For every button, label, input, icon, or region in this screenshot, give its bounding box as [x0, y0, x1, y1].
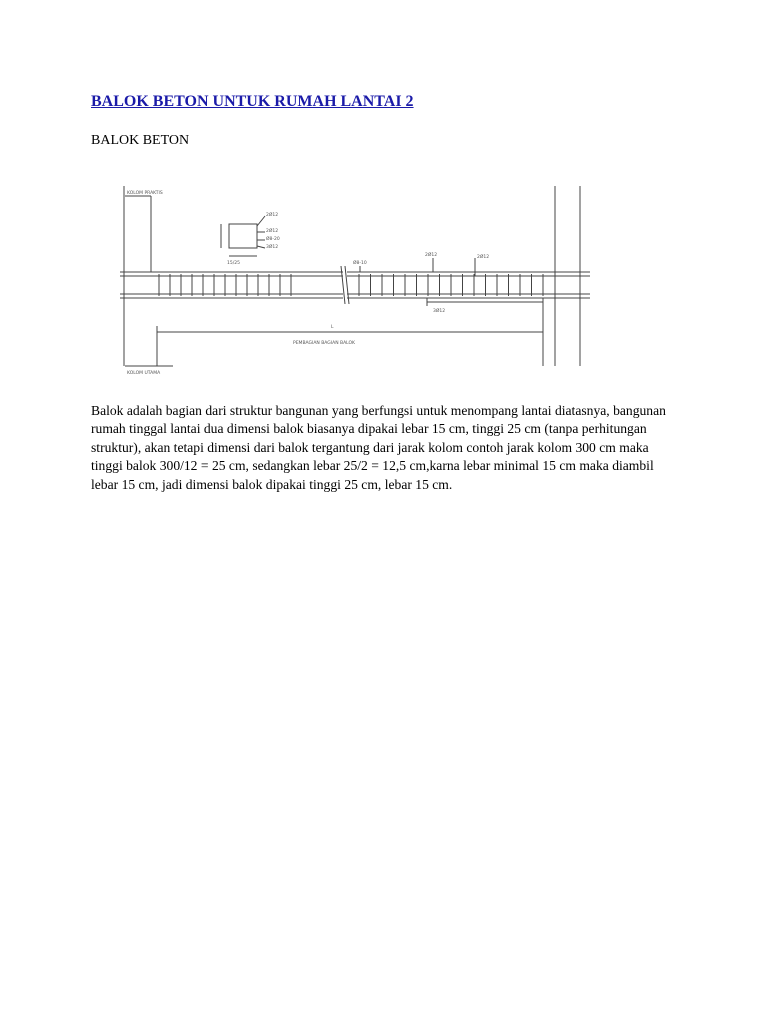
leader-line — [257, 246, 265, 248]
label-span: L — [331, 325, 334, 330]
beam-section-outline — [229, 224, 257, 248]
leader-line — [257, 216, 265, 226]
label-kolom-praktis: KOLOM PRAKTIS — [127, 191, 163, 196]
label-section-dimension: 15/25 — [227, 261, 240, 266]
label-section-rebar-top-1: 2Ø12 — [266, 213, 279, 218]
label-mid-stirrup: Ø8-10 — [353, 261, 367, 266]
label-section-stirrup: Ø8-20 — [266, 237, 280, 242]
label-section-rebar-top-2: 2Ø12 — [266, 229, 279, 234]
label-mid-rebar-3: 3Ø12 — [433, 309, 446, 314]
beam-stirrups — [159, 274, 543, 296]
label-span-caption: PEMBAGIAN BAGIAN BALOK — [293, 341, 355, 346]
body-paragraph: Balok adalah bagian dari struktur bangunan yang berfungsi untuk menompang lantai diatasnya, bangunan rumah tinggal lantai dua dimensi balok biasanya dipakai lebar 15 cm, tinggi 25 cm (tanpa perhitungan struktur), akan tetapi dimensi dari balok tergantung dari jarak kolom contoh jarak kolom 300 cm maka tinggi balok 300/12 = 25 cm, sedangkan lebar 25/2 = 12,5 cm,karna lebar minimal 15 cm maka diambil lebar 15 cm, jadi dimensi balok dipakai tinggi 25 cm, lebar 15 cm. — [91, 403, 666, 492]
document-subtitle: BALOK BETON — [91, 133, 190, 148]
label-kolom-utama: KOLOM UTAMA — [127, 371, 161, 376]
label-mid-rebar-2: 2Ø12 — [477, 255, 490, 260]
label-mid-rebar-1: 2Ø12 — [425, 253, 438, 258]
beam-reinforcement-diagram — [115, 186, 590, 380]
document-title: BALOK BETON UNTUK RUMAH LANTAI 2 — [91, 93, 414, 110]
label-section-rebar-bottom: 3Ø12 — [266, 245, 279, 250]
